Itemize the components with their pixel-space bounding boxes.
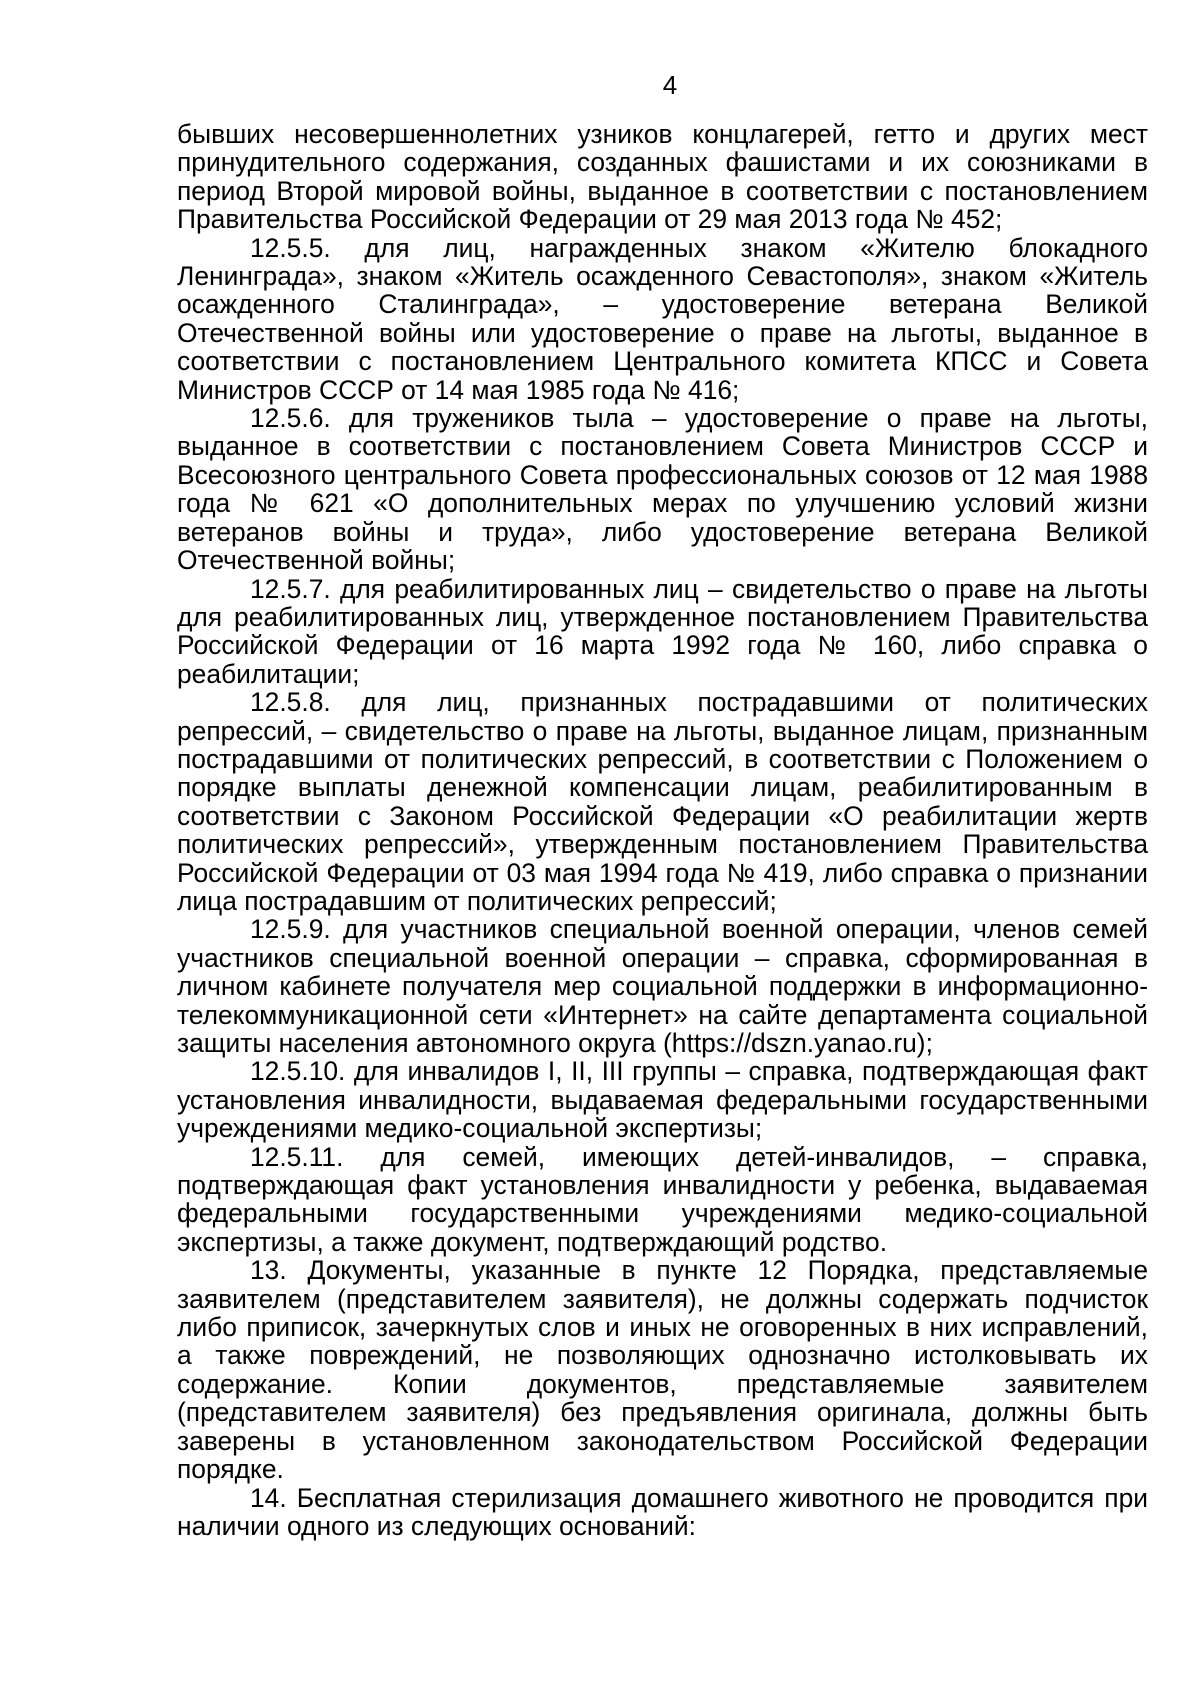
paragraph-12-5-6: 12.5.6. для тружеников тыла – удостоверение о праве на льготы, выданное в соответствии с постановлением Совета Министров СССР и Всесоюзного центрального Совета профессиональных союзов от 12 мая 1988 года № 621 «О дополнительных мерах по улучшению условий жизни ветеранов войны и труда», либо удостоверение ветерана Великой Отечественной войны; [177, 403, 1148, 576]
paragraph-12-5-9: 12.5.9. для участников специальной военной операции, членов семей участников специальной военной операции – справка, сформированная в личном кабинете получателя мер социальной поддержки в информационно-телекоммуникационной сети «Интернет» на сайте департамента социальной защиты населения автономного округа (https://dszn.yanao.ru); [177, 914, 1148, 1058]
paragraph-12-5-8: 12.5.8. для лиц, признанных пострадавшими от политических репрессий, – свидетельство о праве на льготы, выданное лицам, признанным пострадавшими от политических репрессий, в соответствии с Положением о порядке выплаты денежной компенсации лицам, реабилитированным в соответствии с Законом Российской Федерации «О реабилитации жертв политических репрессий», утвержденным постановлением Правительства Российской Федерации от 03 мая 1994 года № 419, либо справка о признании лица пострадавшим от политических репрессий; [177, 687, 1148, 916]
paragraph-13: 13. Документы, указанные в пункте 12 Порядка, представляемые заявителем (представителем заявителя), не должны содержать подчисток либо приписок, зачеркнутых слов и иных не оговоренных в них исправлений, а также повреждений, не позволяющих однозначно истолковывать их содержание. Копии документов, представляемые заявителем (представителем заявителя) без предъявления оригинала, должны быть заверены в установленном законодательством Российской Федерации порядке. [177, 1255, 1148, 1485]
paragraph-12-5-7: 12.5.7. для реабилитированных лиц – свидетельство о праве на льготы для реабилитированных лиц, утвержденное постановлением Правительства Российской Федерации от 16 марта 1992 года № 160, либо справка о реабилитации; [177, 573, 1148, 689]
document-body [177, 120, 1148, 1540]
paragraph-12-5-11: 12.5.11. для семей, имеющих детей-инвалидов, – справка, подтверждающая факт установления инвалидности у ребенка, выдаваемая федеральными государственными учреждениями медико-социальной экспертизы, а также документ, подтверждающий родство. [177, 1141, 1148, 1257]
paragraph-continuation: бывших несовершеннолетних узников концлагерей, гетто и других мест принудительного содержания, созданных фашистами и их союзниками в период Второй мировой войны, выданное в соответствии с постановлением Правительства Российской Федерации от 29 мая 2013 года № 452; [177, 119, 1148, 235]
page-number: 4 [662, 70, 678, 100]
paragraph-12-5-10: 12.5.10. для инвалидов I, II, III группы – справка, подтверждающая факт установления инвалидности, выдаваемая федеральными государственными учреждениями медико-социальной экспертизы; [177, 1056, 1148, 1144]
paragraph-14: 14. Бесплатная стерилизация домашнего животного не проводится при наличии одного из следующих оснований: [177, 1482, 1148, 1541]
paragraph-12-5-5: 12.5.5. для лиц, награжденных знаком «Жителю блокадного Ленинграда», знаком «Житель осажденного Севастополя», знаком «Житель осажденного Сталинграда», – удостоверение ветерана Великой Отечественной войны или удостоверение о праве на льготы, выданное в соответствии с постановлением Центрального комитета КПСС и Совета Министров СССР от 14 мая 1985 года № 416; [177, 232, 1148, 405]
